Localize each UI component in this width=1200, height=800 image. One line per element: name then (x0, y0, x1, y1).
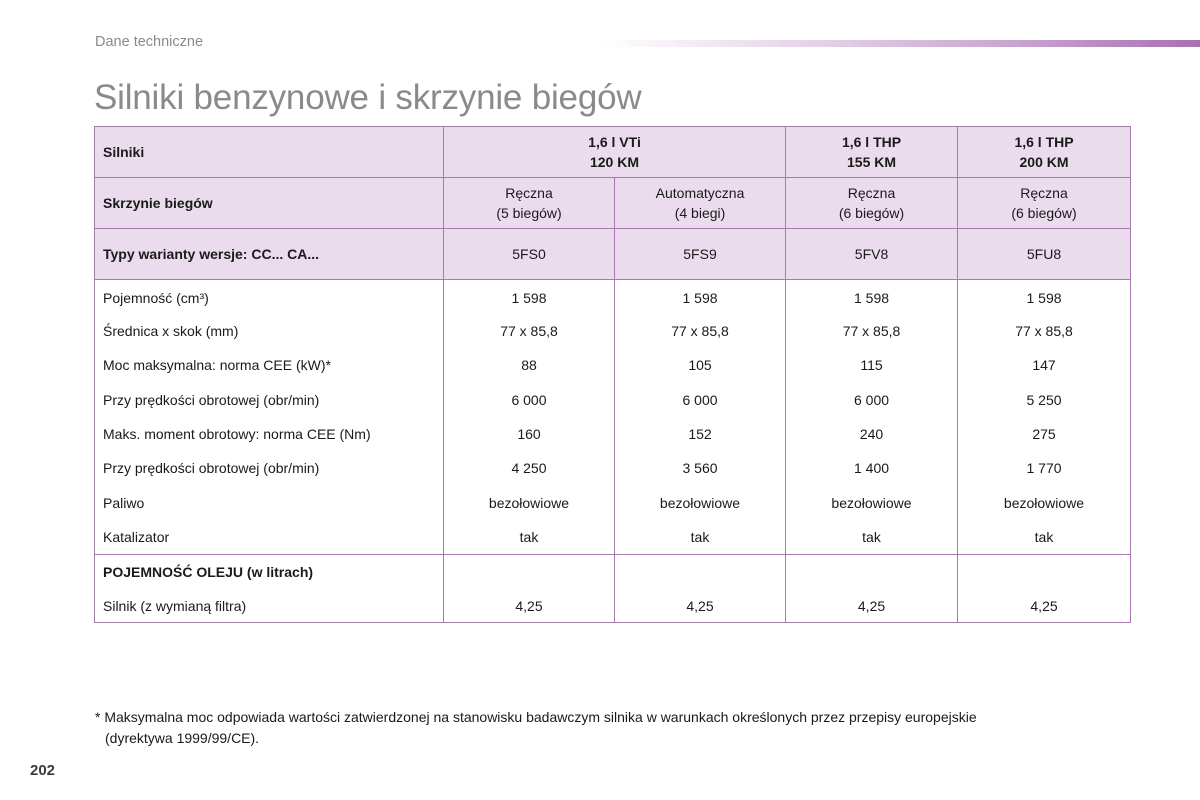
page-title: Silniki benzynowe i skrzynie biegów (94, 78, 642, 117)
type-code: 5FV8 (786, 229, 958, 280)
gearbox-label: Skrzynie biegów (95, 178, 444, 229)
row-value: 77 x 85,8 (786, 314, 958, 348)
row-value: 4,25 (615, 589, 786, 623)
row-value: 77 x 85,8 (444, 314, 615, 348)
type-code: 5FU8 (958, 229, 1131, 280)
row-value: 115 (786, 348, 958, 382)
row-value: 6 000 (786, 383, 958, 417)
row-value: 160 (444, 417, 615, 451)
row-value: tak (958, 520, 1131, 555)
row-label: Katalizator (95, 520, 444, 555)
row-label: Silnik (z wymianą filtra) (95, 589, 444, 623)
row-value: 1 770 (958, 451, 1131, 485)
engine-power: 120 KM (589, 154, 640, 170)
row-label: Przy prędkości obrotowej (obr/min) (95, 451, 444, 485)
row-value: 4,25 (958, 589, 1131, 623)
gearbox-gears: (6 biegów) (1011, 205, 1077, 221)
row-value: tak (786, 520, 958, 555)
row-value: 147 (958, 348, 1131, 382)
row-label: Przy prędkości obrotowej (obr/min) (95, 383, 444, 417)
row-value: 6 000 (444, 383, 615, 417)
row-value: bezołowiowe (615, 485, 786, 519)
row-value: 77 x 85,8 (958, 314, 1131, 348)
gearbox-cell (615, 178, 786, 229)
footnote-continuation: (dyrektywa 1999/99/CE). (105, 730, 260, 746)
empty-cell (615, 555, 786, 590)
row-value: tak (444, 520, 615, 555)
gearbox-type: Ręczna (505, 185, 553, 201)
type-code: 5FS9 (615, 229, 786, 280)
gearbox-type: Ręczna (847, 185, 896, 201)
row-value: 152 (615, 417, 786, 451)
table-row (95, 280, 1131, 315)
row-value: 1 598 (786, 280, 958, 315)
row-value: bezołowiowe (786, 485, 958, 519)
engines-label: Silniki (95, 127, 444, 178)
gearbox-header-row (95, 178, 1131, 229)
footnote (95, 707, 1085, 749)
gearbox-gears: (6 biegów) (838, 205, 905, 221)
table-row (95, 348, 1131, 382)
row-value: 4,25 (786, 589, 958, 623)
row-value: 4,25 (444, 589, 615, 623)
row-value: 1 598 (615, 280, 786, 315)
engine-name: 1,6 l THP (841, 134, 902, 150)
gearbox-type: Ręczna (1020, 185, 1068, 201)
table-row (95, 383, 1131, 417)
types-label: Typy warianty wersje: CC... CA... (95, 229, 444, 280)
types-header-row (95, 229, 1131, 280)
row-label: Moc maksymalna: norma CEE (kW)* (95, 348, 444, 382)
section-label: Dane techniczne (95, 34, 204, 50)
row-value: 77 x 85,8 (615, 314, 786, 348)
table-row (95, 520, 1131, 555)
gearbox-cell (444, 178, 615, 229)
row-value: 5 250 (958, 383, 1131, 417)
row-label: Maks. moment obrotowy: norma CEE (Nm) (95, 417, 444, 451)
engine-spec-table (94, 126, 1131, 623)
row-value: bezołowiowe (958, 485, 1131, 519)
gearbox-cell (786, 178, 958, 229)
row-value: 1 598 (958, 280, 1131, 315)
header-accent-bar (600, 40, 1200, 47)
table-row (95, 314, 1131, 348)
table-row (95, 451, 1131, 485)
empty-cell (444, 555, 615, 590)
engine-name: 1,6 l VTi (588, 134, 641, 150)
table-row (95, 589, 1131, 623)
row-label: Paliwo (95, 485, 444, 519)
row-value: 275 (958, 417, 1131, 451)
gearbox-type: Automatyczna (655, 185, 745, 201)
row-value: tak (615, 520, 786, 555)
empty-cell (786, 555, 958, 590)
engine-cell (786, 127, 958, 178)
engine-cell (958, 127, 1131, 178)
table-row (95, 417, 1131, 451)
engine-name: 1,6 l THP (1014, 134, 1074, 150)
engines-header-row (95, 127, 1131, 178)
footnote-text: * Maksymalna moc odpowiada wartości zatwierdzonej na stanowisku badawczym silnika w warunkach określonych przez przepisy europejskie (95, 709, 977, 725)
row-value: 105 (615, 348, 786, 382)
row-value: 3 560 (615, 451, 786, 485)
row-label: Średnica x skok (mm) (95, 314, 444, 348)
row-value: 240 (786, 417, 958, 451)
empty-cell (958, 555, 1131, 590)
row-value: bezołowiowe (444, 485, 615, 519)
row-value: 1 400 (786, 451, 958, 485)
gearbox-gears: (5 biegów) (496, 205, 562, 221)
gearbox-cell (958, 178, 1131, 229)
gearbox-gears: (4 biegi) (674, 205, 726, 221)
row-value: 4 250 (444, 451, 615, 485)
engine-power: 155 KM (847, 154, 897, 170)
table-row (95, 485, 1131, 519)
row-value: 88 (444, 348, 615, 382)
row-value: 1 598 (444, 280, 615, 315)
oil-heading-row (95, 555, 1131, 590)
page-number: 202 (30, 762, 56, 779)
row-value: 6 000 (615, 383, 786, 417)
oil-heading: POJEMNOŚĆ OLEJU (w litrach) (95, 555, 444, 590)
type-code: 5FS0 (444, 229, 615, 280)
engine-cell (444, 127, 786, 178)
engine-power: 200 KM (1019, 154, 1069, 170)
row-label: Pojemność (cm³) (95, 280, 444, 315)
